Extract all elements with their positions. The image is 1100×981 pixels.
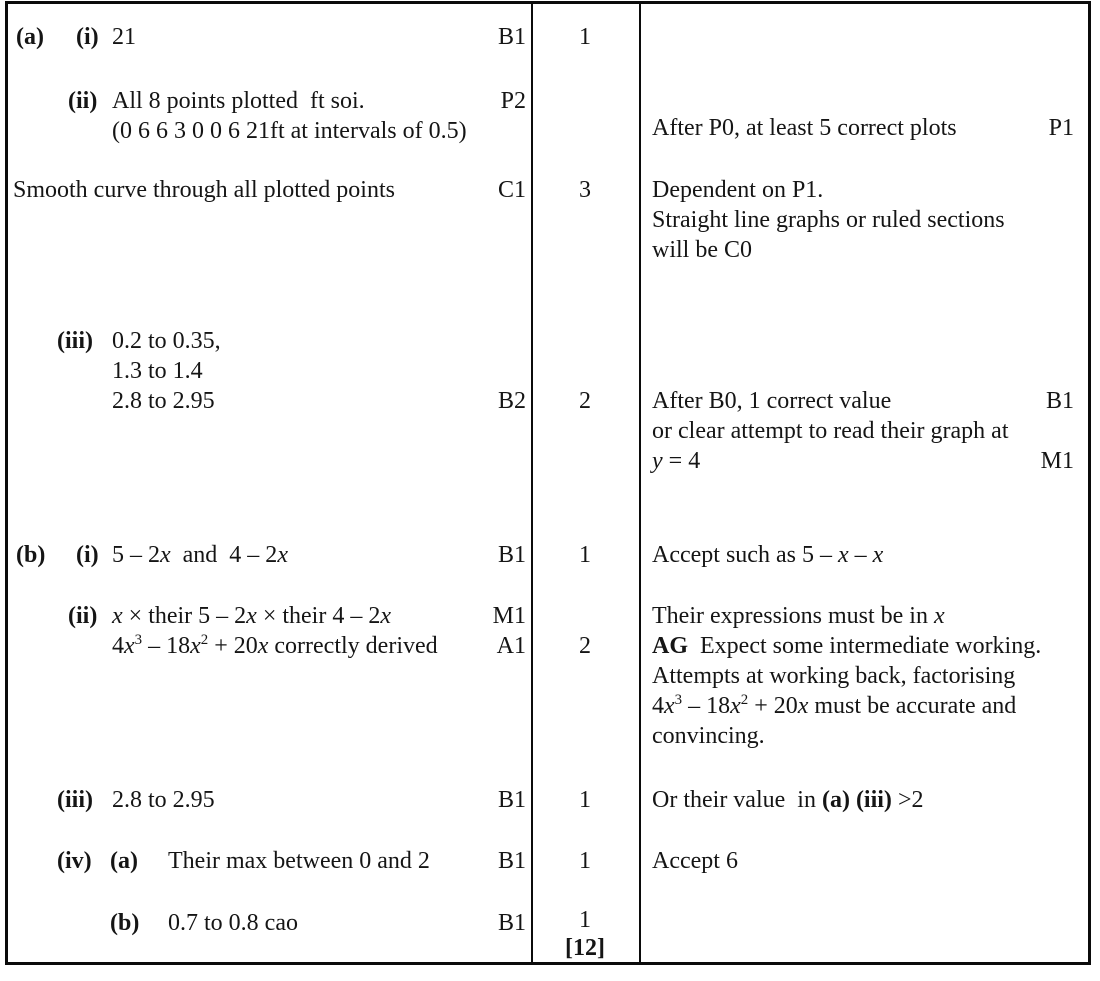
text-run: must be accurate and	[808, 693, 1017, 719]
guidance-b-ii-line4	[652, 691, 1016, 721]
math-var-x: x	[797, 693, 809, 719]
math-var-x: x	[380, 603, 391, 629]
column-divider-marks	[531, 1, 533, 965]
answer-a-i: 21	[112, 24, 136, 50]
total-marks-b-iv-a: 1	[579, 848, 591, 874]
part-a-i-label: (i)	[76, 24, 99, 50]
answer-a-iii-line2: 1.3 to 1.4	[112, 358, 203, 384]
mark-code-guidance-p1: P1	[1048, 115, 1074, 141]
math-run: –	[848, 542, 873, 568]
math-run: + 20	[748, 693, 798, 719]
guidance-a-iii-line2: or clear attempt to read their graph at	[652, 418, 1009, 444]
math-run: = 4	[662, 448, 701, 474]
question-total-marks: [12]	[565, 935, 605, 961]
part-b-ii-label: (ii)	[68, 603, 98, 629]
mark-code-b-ii-m1: M1	[492, 603, 526, 629]
math-run: Accept such as 5 –	[652, 542, 838, 568]
guidance-a-iii-line1: After B0, 1 correct value	[652, 388, 892, 414]
mark-code-guidance-m1: M1	[1040, 448, 1074, 474]
math-var-x: x	[837, 542, 849, 568]
total-marks-a-ii: 3	[579, 177, 591, 203]
guidance-b-ii-line3: Attempts at working back, factorising	[652, 663, 1016, 689]
guidance-b-ii-line2	[652, 631, 1041, 661]
math-var-x: x	[190, 633, 201, 659]
text-run: Expect some intermediate working.	[688, 633, 1042, 659]
guidance-b-i	[652, 540, 883, 570]
math-var-x: x	[257, 633, 269, 659]
total-marks-b-i: 1	[579, 542, 591, 568]
text-run: Their expressions must be in	[652, 603, 934, 629]
answer-b-ii-line1	[112, 601, 391, 631]
math-run: × their 4 – 2	[256, 603, 381, 629]
math-var-x: x	[730, 693, 741, 719]
guidance-b-iii	[652, 785, 923, 815]
mark-code-b-iv-b: B1	[497, 910, 526, 936]
math-var-x: x	[872, 542, 884, 568]
mark-code-a-iii: B2	[497, 388, 526, 414]
mark-code-a-ii: P2	[500, 88, 526, 114]
math-run: 5 – 2	[112, 542, 160, 568]
answer-b-iii: 2.8 to 2.95	[112, 787, 215, 813]
part-a-ii-label: (ii)	[68, 88, 98, 114]
text-run: >2	[891, 787, 924, 813]
mark-code-guidance-b1: B1	[1045, 388, 1074, 414]
mark-code-smooth-curve: C1	[497, 177, 526, 203]
part-b-iii-label: (iii)	[57, 787, 93, 813]
math-run: and 4 – 2	[170, 542, 278, 568]
math-run: – 18	[142, 633, 191, 659]
answer-a-iii-line1: 0.2 to 0.35,	[112, 328, 221, 354]
answer-b-ii-line2	[112, 631, 438, 661]
answer-a-ii-note: (0 6 6 3 0 0 6 21ft at intervals of 0.5)	[112, 118, 467, 144]
total-marks-a-i: 1	[579, 24, 591, 50]
math-var-x: x	[124, 633, 135, 659]
mark-code-b-iii: B1	[497, 787, 526, 813]
mark-code-b-ii-a1: A1	[496, 633, 526, 659]
math-run: + 20	[208, 633, 258, 659]
math-var-x: x	[160, 542, 171, 568]
total-marks-b-iii: 1	[579, 787, 591, 813]
answer-b-iv-b: 0.7 to 0.8 cao	[168, 910, 298, 936]
math-run: correctly derived	[268, 633, 438, 659]
answer-smooth-curve: Smooth curve through all plotted points	[13, 177, 395, 203]
guidance-b-iv-a: Accept 6	[652, 848, 738, 874]
math-var-y: y	[652, 448, 663, 474]
guidance-smooth-line3: will be C0	[652, 237, 752, 263]
math-var-x: x	[112, 603, 123, 629]
answer-given-tag: AG	[652, 633, 688, 659]
mark-code-b-iv-a: B1	[497, 848, 526, 874]
part-b-iv-b-label: (b)	[110, 910, 140, 936]
math-superscript: 3	[134, 632, 143, 648]
part-reference: (a) (iii)	[821, 787, 892, 813]
part-b-iv-a-label: (a)	[110, 848, 138, 874]
answer-b-iv-a: Their max between 0 and 2	[168, 848, 430, 874]
text-run: Or their value in	[652, 787, 822, 813]
guidance-a-ii: After P0, at least 5 correct plots	[652, 115, 957, 141]
math-run: × their 5 – 2	[122, 603, 247, 629]
part-b-i-label: (i)	[76, 542, 99, 568]
math-var-x: x	[933, 603, 945, 629]
answer-b-i	[112, 540, 288, 570]
math-superscript: 2	[740, 692, 749, 708]
guidance-a-iii-line3	[652, 446, 700, 476]
answer-a-ii: All 8 points plotted ft soi.	[112, 88, 365, 114]
guidance-smooth-line1: Dependent on P1.	[652, 177, 824, 203]
math-var-x: x	[246, 603, 257, 629]
total-marks-a-iii: 2	[579, 388, 591, 414]
mark-code-b-i: B1	[497, 542, 526, 568]
math-superscript: 2	[200, 632, 209, 648]
guidance-b-ii-line1	[652, 601, 945, 631]
part-b-label: (b)	[16, 542, 46, 568]
math-run: 4	[112, 633, 124, 659]
guidance-smooth-line2: Straight line graphs or ruled sections	[652, 207, 1005, 233]
guidance-b-ii-line5: convincing.	[652, 723, 765, 749]
part-a-label: (a)	[16, 24, 44, 50]
answer-a-iii-line3: 2.8 to 2.95	[112, 388, 215, 414]
math-var-x: x	[277, 542, 288, 568]
part-a-iii-label: (iii)	[57, 328, 93, 354]
column-divider-guidance	[639, 1, 641, 965]
mark-code-a-i: B1	[497, 24, 526, 50]
math-var-x: x	[664, 693, 675, 719]
math-superscript: 3	[674, 692, 683, 708]
math-run: 4	[652, 693, 664, 719]
math-run: – 18	[682, 693, 731, 719]
total-marks-b-ii: 2	[579, 633, 591, 659]
total-marks-b-iv-b: 1	[579, 907, 591, 933]
part-b-iv-label: (iv)	[57, 848, 92, 874]
